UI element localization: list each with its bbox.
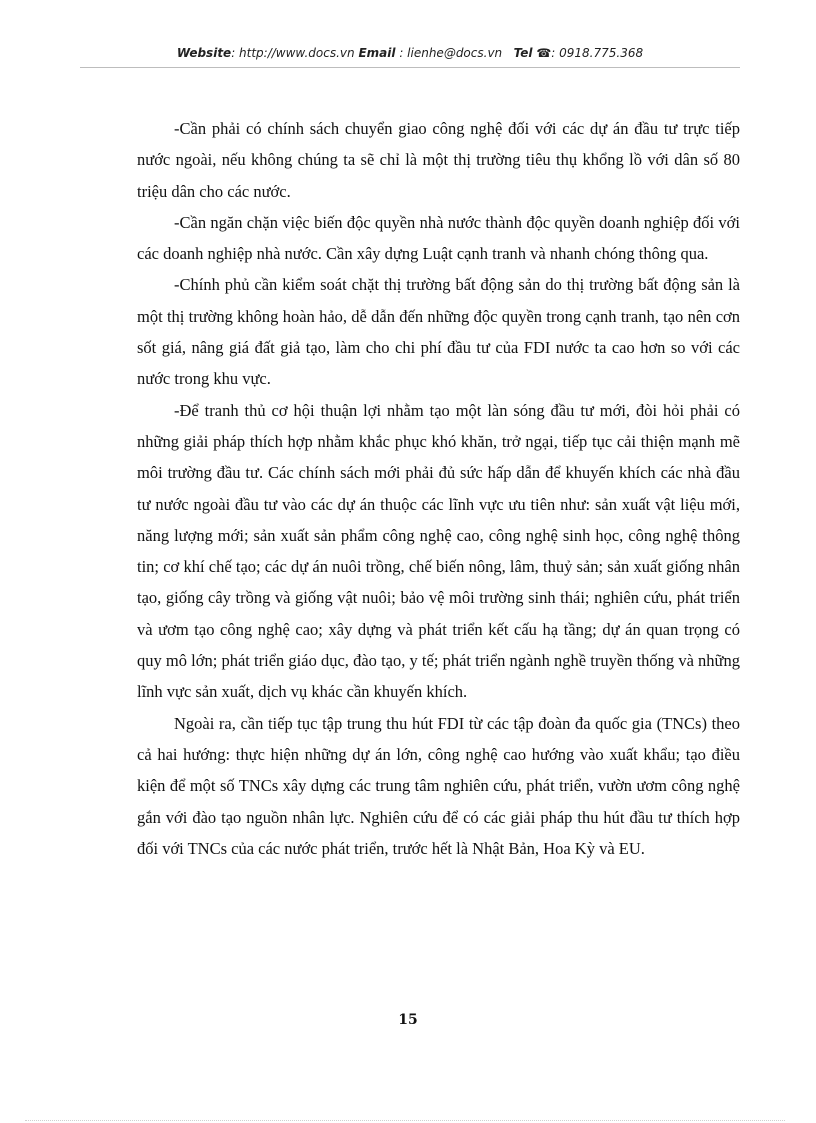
paragraph-investment-wave: -Để tranh thủ cơ hội thuận lợi nhằm tạo một làn sóng đầu tư mới, đòi hỏi phải có những giải pháp thích hợp nhằm khắc phục khó khăn, trở ngại, tiếp tục cải thiện mạnh mẽ môi trường đầu tư. Các chính sách mới phải đủ sức hấp dẫn để khuyến khích các nhà đầu tư nước ngoài đầu tư vào các dự án thuộc các lĩnh vực ưu tiên như: sản xuất vật liệu mới, năng lượng mới; sản xuất sản phẩm công nghệ cao, công nghệ sinh học, công nghệ thông tin; cơ khí chế tạo; các dự án nuôi trồng, chế biến nông, lâm, thuỷ sản; sản xuất giống nhân tạo, giống cây trồng và giống vật nuôi; bảo vệ môi trường sinh thái; nghiên cứu, phát triển và ươm tạo công nghệ cao; xây dựng và phát triển kết cấu hạ tầng; dự án quan trọng có quy mô lớn; phát triển giáo dục, đào tạo, y tế; phát triển ngành nghề truyền thống và những lĩnh vực sản xuất, dịch vụ khác cần khuyến khích. <box>137 400 740 702</box>
paragraph-tncs: Ngoài ra, cần tiếp tục tập trung thu hút FDI từ các tập đoàn đa quốc gia (TNCs) theo cả hai hướng: thực hiện những dự án lớn, công nghệ cao hướng vào xuất khẩu; tạo điều kiện để một số TNCs xây dựng các trung tâm nghiên cứu, phát triển, vườn ươm công nghệ gắn với đào tạo nguồn nhân lực. Nghiên cứu để có các giải pháp thu hút đầu tư thích hợp đối với TNCs của các nước phát triển, trước hết là Nhật Bản, Hoa Kỳ và EU. <box>137 713 740 858</box>
footer-rule <box>25 1120 785 1121</box>
website-value: : http://www.docs.vn <box>231 46 355 60</box>
email-label: Email <box>358 46 396 60</box>
email-value: : lienhe@docs.vn <box>395 46 503 60</box>
header-rule <box>80 67 740 68</box>
document-body <box>137 113 740 864</box>
paragraph-real-estate: -Chính phủ cần kiểm soát chặt thị trường bất động sản do thị trường bất động sản là một thị trường không hoàn hảo, dễ dẫn đến những độc quyền trong cạnh tranh, tạo nên cơn sốt giá, nâng giá đất giả tạo, làm cho chi phí đầu tư của FDI nước ta cao hơn so với các nước trong khu vực. <box>137 275 740 389</box>
tel-value: : 0918.775.368 <box>551 46 644 60</box>
paragraph-state-monopoly: -Cần ngăn chặn việc biến độc quyền nhà nước thành độc quyền doanh nghiệp đối với các doanh nghiệp nhà nước. Cần xây dựng Luật cạnh tranh và nhanh chóng thông qua. <box>137 212 740 264</box>
website-label: Website <box>176 46 232 60</box>
paragraph-technology-transfer: -Cần phải có chính sách chuyển giao công nghệ đối với các dự án đầu tư trực tiếp nước ngoài, nếu không chúng ta sẽ chỉ là một thị trường tiêu thụ khổng lồ với dân số 80 triệu dân cho các nước. <box>137 119 740 201</box>
phone-icon: ☎ <box>536 46 552 60</box>
page-number: 15 <box>398 1012 418 1028</box>
tel-label: Tel <box>513 46 533 60</box>
page-header <box>80 46 740 60</box>
